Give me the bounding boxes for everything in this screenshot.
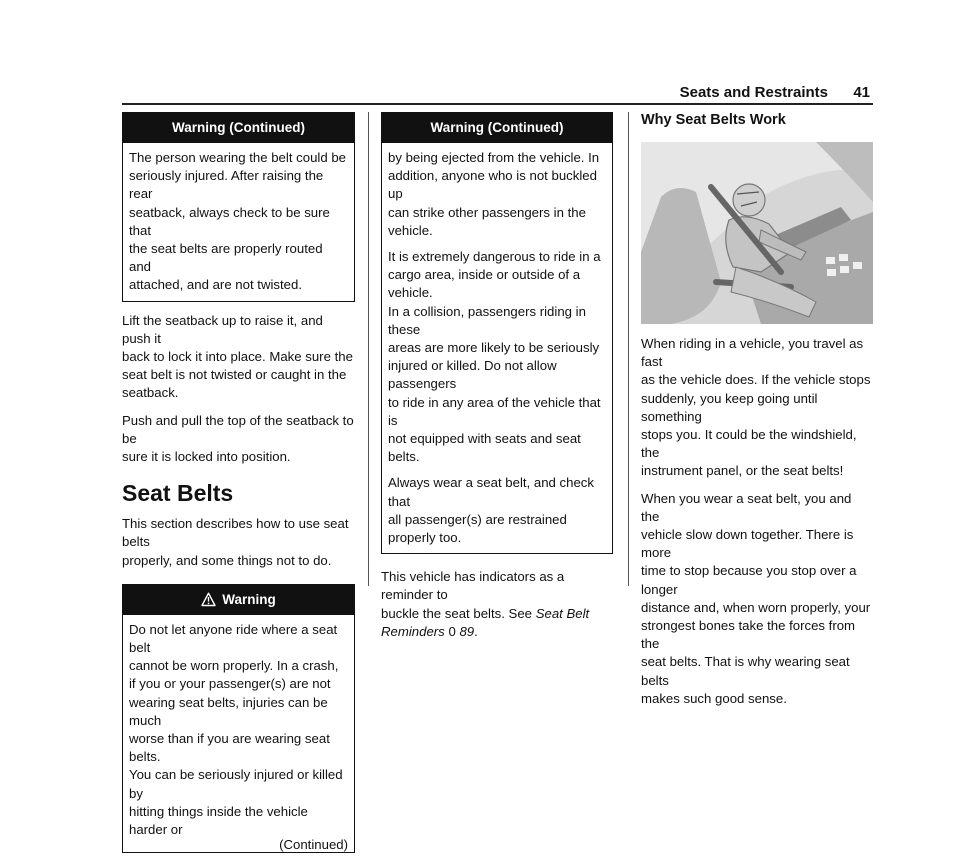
- warning-text: The person wearing the belt could be seriously injured. After raising the rear seatback, always check to be sure that the seat belts are properly routed and attached, and are not twisted.: [129, 150, 347, 293]
- header-rule: [122, 103, 873, 105]
- wearing-paragraph: When you wear a seat belt, you and the vehicle slow down together. There is more time to stop because you stop over a longer distance and, when worn properly, your strongest bones take the forces from the seat belts. That is why wearing seat belts makes such good sense.: [641, 490, 871, 706]
- seatback-raise-paragraph: Lift the seatback up to raise it, and push it back to lock it into place. Make sure the seat belt is not twisted or caught in the seatback.: [122, 312, 353, 401]
- warning-box: [122, 584, 355, 853]
- column-1: [122, 112, 355, 863]
- seatback-check-paragraph: Push and pull the top of the seatback to be sure it is locked into position.: [122, 412, 354, 465]
- page-ref-arrow-icon: 0: [448, 623, 456, 639]
- warning-continued-title: Warning (Continued): [123, 113, 354, 143]
- riding-paragraph: When riding in a vehicle, you travel as fast as the vehicle does. If the vehicle stops suddenly, you keep going until something stops you. It could be the windshield, the instrument panel, or the seat belts!: [641, 336, 871, 479]
- running-head: Seats and Restraints: [679, 84, 828, 101]
- warning-text: It is extremely dangerous to ride in a cargo area, inside or outside of a vehicle. In a collision, passengers riding in these areas are more likely to be seriously injured or killed. Do not allow passengers to ride in any area of the vehicle that is not equipped with seats and seat belts.: [388, 249, 601, 465]
- warning-title: Warning: [123, 585, 354, 615]
- reminder-paragraph: This vehicle has indicators as a reminder to buckle the seat belts. See Seat Belt Reminders 0 89.: [381, 569, 590, 639]
- page-number: 41: [853, 84, 870, 101]
- column-divider-2: [628, 112, 629, 586]
- section-heading: Seat Belts: [122, 480, 234, 507]
- warning-continued-box: [381, 112, 613, 554]
- continued-label: (Continued): [279, 837, 348, 853]
- page-header: [122, 84, 870, 104]
- warning-text: Always wear a seat belt, and check that all passenger(s) are restrained properly too.: [388, 475, 594, 546]
- page-reference[interactable]: 89: [455, 623, 475, 639]
- column-2: [381, 112, 613, 650]
- warning-continued-box: [122, 112, 355, 302]
- column-divider-1: [368, 112, 369, 586]
- column-3: [641, 112, 873, 717]
- warning-triangle-icon: [201, 588, 216, 618]
- crash-test-dummy-illustration: [641, 142, 873, 324]
- cross-reference-link[interactable]: Reminders: [381, 623, 445, 639]
- warning-continued-title: Warning (Continued): [382, 113, 612, 143]
- subsection-heading: Why Seat Belts Work: [641, 112, 786, 128]
- warning-text: Do not let anyone ride where a seat belt cannot be worn properly. In a crash, if you or your passenger(s) are not wearing seat belts, injuries can be much worse than if you are wearing seat belts. You can be seriously injured or killed by hitting things inside the vehicle harder or: [129, 621, 343, 838]
- intro-paragraph: This section describes how to use seat belts properly, and some things not to do.: [122, 516, 349, 568]
- warning-text: by being ejected from the vehicle. In addition, anyone who is not buckled up can strike other passengers in the vehicle.: [388, 150, 600, 238]
- cross-reference-link[interactable]: Seat Belt: [535, 605, 590, 621]
